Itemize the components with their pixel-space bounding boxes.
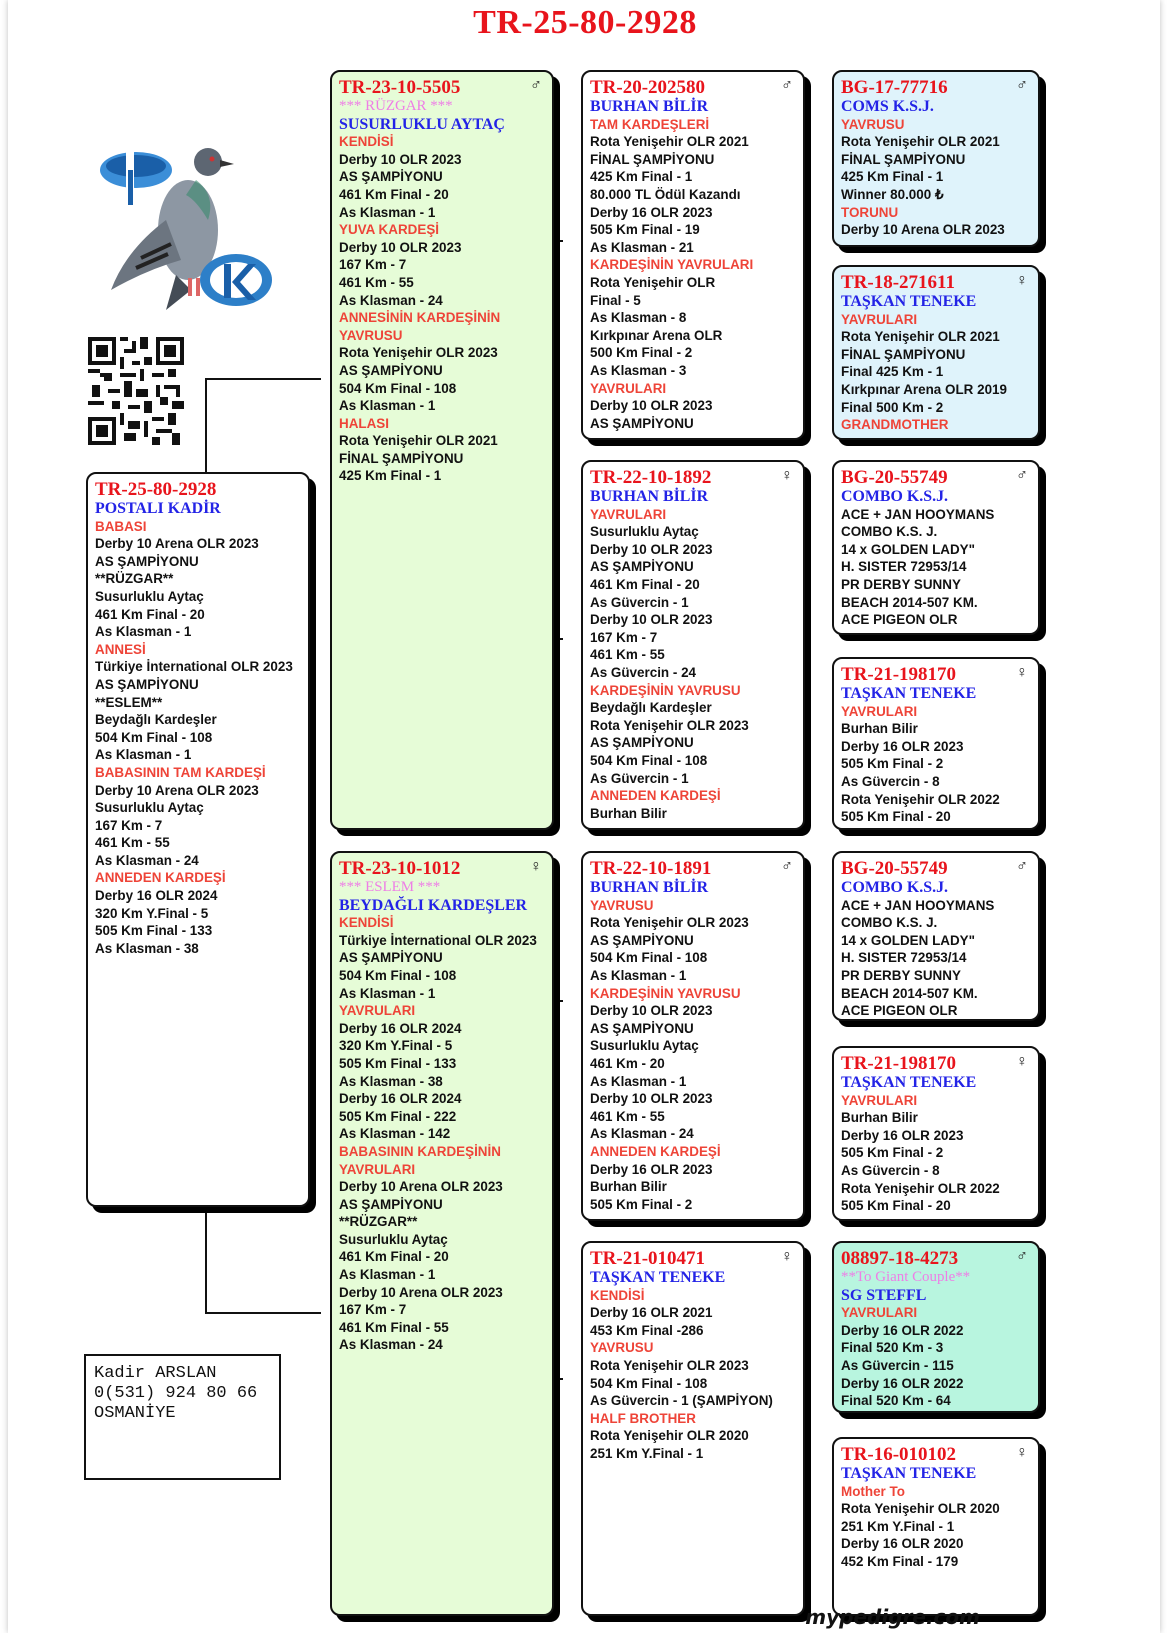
card-text-line: Rota Yenişehir OLR (590, 274, 716, 290)
card-text-line: ACE + JAN HOOYMANS (841, 897, 995, 913)
card-text-line: FİNAL ŞAMPİYONU (841, 346, 966, 362)
card-label-line: ANNEDEN KARDEŞİ (95, 870, 226, 886)
male-symbol-icon: ♂ (1016, 858, 1028, 875)
card-text-line: 452 Km Final - 179 (841, 1553, 959, 1569)
card-text-line: Derby 10 Arena OLR 2023 (339, 1284, 503, 1300)
female-symbol-icon: ♀ (1016, 1444, 1028, 1461)
connector-line (205, 1312, 321, 1314)
ring-number: BG-20-55749 (841, 467, 948, 488)
card-text-line: AS ŞAMPİYONU (95, 553, 199, 569)
card-text-line: COMBO K.S. J. (841, 915, 938, 931)
card-label-line: KENDİSİ (339, 134, 394, 150)
card-name-line: TAŞKAN TENEKE (841, 685, 977, 702)
card-text-line: 461 Km - 55 (590, 647, 665, 663)
card-text-line: Derby 10 OLR 2023 (590, 541, 713, 557)
card-text-line: 14 x GOLDEN LADY" (841, 541, 976, 557)
card-text-line: 505 Km Final - 19 (590, 222, 700, 238)
card-text-line: AS ŞAMPİYONU (590, 415, 694, 431)
card-text-line: 461 Km Final - 55 (339, 1319, 449, 1335)
ring-number: TR-22-10-1891 (590, 858, 712, 879)
connector-line (205, 378, 207, 472)
card-text-line: Rota Yenişehir OLR 2023 (590, 717, 749, 733)
card-text-line: ACE PIGEON OLR (841, 612, 958, 628)
card-label-line: ANNESİNİN KARDEŞİNİN (339, 310, 501, 326)
card-text-line: Derby 16 OLR 2023 (841, 738, 964, 754)
card-label-line: YUVA KARDEŞİ (339, 222, 440, 238)
card-text-line: Derby 16 OLR 2024 (339, 1091, 462, 1107)
card-text-line: Final 520 Km - 64 (841, 1393, 951, 1409)
card-name-line: TAŞKAN TENEKE (841, 1074, 977, 1091)
pedigree-card-dds (832, 1241, 1040, 1413)
pedigree-card-dsd (832, 1046, 1040, 1221)
card-text-line: H. SISTER 72953/14 (841, 559, 967, 575)
card-name-line: POSTALI KADİR (95, 500, 221, 517)
card-text-line: 14 x GOLDEN LADY" (841, 932, 976, 948)
female-symbol-icon: ♀ (781, 467, 793, 484)
male-symbol-icon: ♂ (1016, 467, 1028, 484)
card-label-line: ANNEDEN KARDEŞİ (590, 1143, 721, 1159)
card-text-line: PR DERBY SUNNY (841, 967, 961, 983)
card-label-line: YAVRUSU (590, 897, 654, 913)
card-text-line: As Klasman - 24 (590, 1126, 694, 1142)
card-text-line: Derby 16 OLR 2024 (339, 1020, 462, 1036)
ring-number: TR-21-198170 (841, 1053, 957, 1074)
card-label-line: GRANDMOTHER (841, 417, 949, 433)
card-text-line: Susurluklu Aytaç (590, 1038, 699, 1054)
card-text-line: COMBO K.S. J. (841, 524, 938, 540)
card-label-line: BABASININ TAM KARDEŞİ (95, 764, 266, 780)
card-text-line: 461 Km - 55 (95, 835, 170, 851)
card-text-line: 461 Km - 55 (339, 274, 414, 290)
card-text-line: Derby 10 Arena OLR 2023 (95, 782, 259, 798)
card-text-line: Final 500 Km - 2 (841, 399, 944, 415)
card-text-line: 500 Km Final - 2 (590, 345, 693, 361)
card-text-line: Kırkpınar Arena OLR (590, 327, 723, 343)
card-text-line: Derby 16 OLR 2023 (590, 204, 713, 220)
male-symbol-icon: ♂ (781, 858, 793, 875)
card-label-line: ANNESİ (95, 641, 146, 657)
card-text-line: As Güvercin - 1 (590, 594, 689, 610)
card-text-line: 251 Km Y.Final - 1 (841, 1518, 955, 1534)
female-symbol-icon: ♀ (1016, 272, 1028, 289)
pedigree-card-sss (832, 70, 1040, 247)
card-text-line: Winner 80.000 ₺ (841, 186, 944, 202)
card-text-line: 504 Km Final - 108 (590, 752, 708, 768)
card-label-line: KARDEŞİNİN YAVRUSU (590, 682, 741, 698)
card-text-line: As Klasman - 1 (339, 985, 436, 1001)
pedigree-card-ssd (832, 265, 1040, 440)
card-text-line: 505 Km Final - 133 (339, 1055, 457, 1071)
card-label-line: YAVRULARI (841, 1092, 918, 1108)
card-text-line: 504 Km Final - 108 (95, 729, 213, 745)
male-symbol-icon: ♂ (781, 77, 793, 94)
card-text-line: **RÜZGAR** (95, 571, 174, 587)
card-text-line: AS ŞAMPİYONU (590, 1020, 694, 1036)
card-text-line: H. SISTER 72953/14 (841, 950, 967, 966)
card-text-line: Final 425 Km - 1 (841, 364, 944, 380)
card-text-line: Derby 16 OLR 2022 (841, 1322, 964, 1338)
pedigree-card-sire-dam (581, 460, 805, 830)
card-text-line: Beydağlı Kardeşler (590, 700, 712, 716)
card-text-line: 504 Km Final - 108 (590, 1375, 708, 1391)
card-label-line: YAVRUSU (339, 327, 403, 343)
card-text-line: As Klasman - 1 (339, 204, 436, 220)
pedigree-card-ddd (832, 1437, 1040, 1616)
card-text-line: As Klasman - 24 (339, 292, 443, 308)
card-text-line: Rota Yenişehir OLR 2022 (841, 791, 1000, 807)
card-text-line: 251 Km Y.Final - 1 (590, 1445, 704, 1461)
card-text-line: As Güvercin - 1 (ŞAMPİYON) (590, 1393, 773, 1409)
card-text-line: 461 Km Final - 20 (339, 1249, 449, 1265)
card-text-line: **RÜZGAR** (339, 1214, 418, 1230)
pedigree-card-dam (330, 851, 554, 1616)
card-text-line: Susurluklu Aytaç (95, 588, 204, 604)
card-text-line: 453 Km Final -286 (590, 1322, 704, 1338)
card-name-line: BEYDAĞLI KARDEŞLER (339, 896, 527, 914)
card-name-line: SUSURLUKLU AYTAÇ (339, 115, 505, 133)
card-text-line: Rota Yenişehir OLR 2021 (339, 433, 498, 449)
card-text-line: FİNAL ŞAMPİYONU (590, 151, 715, 167)
card-text-line: As Klasman - 8 (590, 310, 687, 326)
card-text-line: ACE + JAN HOOYMANS (841, 506, 995, 522)
ring-number: TR-23-10-1012 (339, 858, 461, 879)
card-text-line: 167 Km - 7 (590, 629, 658, 645)
pedigree-card-dam-dam (581, 1241, 805, 1616)
card-text-line: Burhan Bilir (590, 1179, 667, 1195)
card-text-line: Final - 5 (590, 292, 641, 308)
card-text-line: Derby 10 OLR 2023 (590, 1091, 713, 1107)
card-text-line: 461 Km Final - 20 (339, 186, 449, 202)
card-name-line: BURHAN BİLİR (590, 879, 709, 896)
card-text-line: As Klasman - 142 (339, 1126, 451, 1142)
card-text-line: 505 Km Final - 133 (95, 923, 213, 939)
card-label-line: BABASI (95, 518, 147, 534)
card-text-line: AS ŞAMPİYONU (339, 169, 443, 185)
card-text-line: Burhan Bilir (841, 1110, 918, 1126)
card-text-line: FİNAL ŞAMPİYONU (841, 151, 966, 167)
ring-number: TR-23-10-5505 (339, 77, 461, 98)
female-symbol-icon: ♀ (1016, 664, 1028, 681)
card-text-line: 505 Km Final - 20 (841, 1198, 951, 1214)
card-text-line: As Klasman - 1 (339, 398, 436, 414)
card-label-line: YAVRULARI (841, 1305, 918, 1321)
card-text-line: Beydağlı Kardeşler (95, 712, 217, 728)
card-name-line: COMBO K.S.J. (841, 879, 949, 896)
card-nick-line: **To Giant Couple** (841, 1269, 971, 1285)
card-label-line: KARDEŞİNİN YAVRUSU (590, 985, 741, 1001)
card-text-line: 505 Km Final - 20 (841, 809, 951, 825)
card-text-line: As Güvercin - 8 (841, 1162, 940, 1178)
card-label-line: YAVRULARI (590, 506, 667, 522)
ring-number: BG-17-77716 (841, 77, 948, 98)
connector-line (205, 378, 321, 380)
card-text-line: Rota Yenişehir OLR 2020 (841, 1501, 1000, 1517)
card-text-line: 425 Km Final - 1 (841, 169, 944, 185)
pedigree-card-sire (330, 70, 554, 830)
card-text-line: PR DERBY SUNNY (841, 576, 961, 592)
owner-name: Kadir ARSLAN (94, 1364, 217, 1383)
card-text-line: Rota Yenişehir OLR 2023 (590, 915, 749, 931)
card-text-line: Derby 10 OLR 2023 (590, 398, 713, 414)
card-text-line: 461 Km - 20 (590, 1055, 665, 1071)
card-name-line: COMS K.S.J. (841, 98, 934, 115)
card-label-line: HALF BROTHER (590, 1410, 696, 1426)
ring-number: TR-16-010102 (841, 1444, 957, 1465)
page-title: TR-25-80-2928 (473, 4, 697, 41)
pedigree-card-sds (832, 460, 1040, 635)
card-label-line: YAVRULARI (590, 380, 667, 396)
female-symbol-icon: ♀ (530, 858, 542, 875)
card-text-line: 461 Km Final - 20 (95, 606, 205, 622)
ring-number: TR-25-80-2928 (95, 479, 217, 500)
card-text-line: 505 Km Final - 222 (339, 1108, 457, 1124)
card-text-line: Kırkpınar Arena OLR 2019 (841, 381, 1007, 397)
qr-code-icon (88, 337, 184, 445)
card-text-line: As Güvercin - 1 (590, 770, 689, 786)
card-text-line: Derby 16 OLR 2024 (95, 888, 218, 904)
card-text-line: Derby 16 OLR 2023 (841, 1127, 964, 1143)
card-text-line: 167 Km - 7 (339, 257, 407, 273)
card-text-line: Susurluklu Aytaç (95, 800, 204, 816)
card-name-line: SG STEFFL (841, 1286, 927, 1304)
card-text-line: As Klasman - 21 (590, 239, 694, 255)
card-text-line: Burhan Bilir (590, 805, 667, 821)
pedigree-card-sdd (832, 657, 1040, 830)
card-name-line: TAŞKAN TENEKE (590, 1269, 726, 1286)
ring-number: TR-21-198170 (841, 664, 957, 685)
card-label-line: YAVRULARI (339, 1161, 416, 1177)
card-text-line: As Klasman - 24 (339, 1337, 443, 1353)
owner-city: OSMANİYE (94, 1404, 176, 1423)
card-text-line: **ESLEM** (95, 694, 163, 710)
card-text-line: 167 Km - 7 (339, 1302, 407, 1318)
card-text-line: 167 Km - 7 (95, 817, 163, 833)
card-text-line: Derby 16 OLR 2023 (590, 1161, 713, 1177)
card-text-line: Derby 10 OLR 2023 (339, 151, 462, 167)
card-label-line: KARDEŞİNİN YAVRULARI (590, 257, 754, 273)
card-label-line: YAVRUSU (590, 1340, 654, 1356)
card-label-line: ANNEDEN KARDEŞİ (590, 788, 721, 804)
card-text-line: As Klasman - 1 (590, 1073, 687, 1089)
card-text-line: 504 Km Final - 108 (339, 380, 457, 396)
card-name-line: BURHAN BİLİR (590, 488, 709, 505)
card-text-line: Susurluklu Aytaç (590, 524, 699, 540)
card-text-line: 80.000 TL Ödül Kazandı (590, 186, 741, 202)
card-text-line: 461 Km - 55 (590, 1108, 665, 1124)
pigeon-logo-icon (96, 140, 276, 320)
card-label-line: YAVRULARI (841, 311, 918, 327)
card-text-line: AS ŞAMPİYONU (590, 559, 694, 575)
owner-info-box (84, 1354, 281, 1480)
card-name-line: TAŞKAN TENEKE (841, 1465, 977, 1482)
card-text-line: Susurluklu Aytaç (339, 1231, 448, 1247)
card-text-line: Final 520 Km - 3 (841, 1340, 944, 1356)
card-label-line: HALASI (339, 415, 389, 431)
card-text-line: AS ŞAMPİYONU (339, 1196, 443, 1212)
card-text-line: Derby 16 OLR 2021 (590, 1305, 713, 1321)
card-text-line: Derby 10 Arena OLR 2023 (95, 536, 259, 552)
female-symbol-icon: ♀ (781, 1248, 793, 1265)
card-text-line: AS ŞAMPİYONU (339, 950, 443, 966)
card-text-line: Rota Yenişehir OLR 2020 (590, 1428, 749, 1444)
card-text-line: Türkiye İnternational OLR 2023 (339, 932, 537, 948)
card-text-line: 425 Km Final - 1 (339, 468, 442, 484)
card-text-line: As Güvercin - 24 (590, 664, 697, 680)
card-text-line: As Klasman - 3 (590, 362, 687, 378)
card-text-line: As Klasman - 24 (95, 852, 199, 868)
card-text-line: AS ŞAMPİYONU (590, 735, 694, 751)
card-text-line: As Klasman - 38 (339, 1073, 443, 1089)
card-nick-line: *** ESLEM *** (339, 879, 441, 895)
card-label-line: KENDİSİ (339, 915, 394, 931)
card-text-line: As Güvercin - 8 (841, 773, 940, 789)
card-text-line: 505 Km Final - 2 (590, 1196, 693, 1212)
card-name-line: COMBO K.S.J. (841, 488, 949, 505)
card-text-line: 504 Km Final - 108 (339, 967, 457, 983)
pedigree-card-dss (832, 851, 1040, 1021)
card-label-line: YAVRUSU (841, 116, 905, 132)
card-label-line: Mother To (841, 1483, 905, 1499)
card-text-line: FİNAL ŞAMPİYONU (339, 450, 464, 466)
card-label-line: TAM KARDEŞLERİ (590, 116, 710, 132)
card-text-line: Rota Yenişehir OLR 2021 (590, 134, 749, 150)
card-text-line: 504 Km Final - 108 (590, 950, 708, 966)
card-text-line: Derby 10 OLR 2023 (590, 1003, 713, 1019)
card-text-line: 461 Km Final - 20 (590, 576, 700, 592)
card-text-line: Rota Yenişehir OLR 2022 (841, 1180, 1000, 1196)
card-text-line: Derby 16 OLR 2022 (841, 1375, 964, 1391)
ring-number: TR-20-202580 (590, 77, 706, 98)
card-text-line: ACE PIGEON OLR (841, 1003, 958, 1019)
pedigree-card-subject (86, 472, 310, 1207)
ring-number: TR-18-271611 (841, 272, 955, 293)
card-text-line: Rota Yenişehir OLR 2023 (339, 345, 498, 361)
card-label-line: BABASININ KARDEŞİNİN (339, 1143, 501, 1159)
card-text-line: As Klasman - 38 (95, 940, 199, 956)
card-label-line: KENDİSİ (590, 1287, 645, 1303)
card-text-line: Derby 10 Arena OLR 2023 (339, 1179, 503, 1195)
card-text-line: Derby 10 OLR 2023 (590, 612, 713, 628)
male-symbol-icon: ♂ (1016, 77, 1028, 94)
card-text-line: As Klasman - 1 (95, 624, 192, 640)
card-text-line: As Güvercin - 115 (841, 1357, 954, 1373)
male-symbol-icon: ♂ (1016, 1248, 1028, 1265)
card-text-line: BEACH 2014-507 KM. (841, 594, 978, 610)
male-symbol-icon: ♂ (530, 77, 542, 94)
card-text-line: Rota Yenişehir OLR 2021 (841, 134, 1000, 150)
card-text-line: BEACH 2014-507 KM. (841, 985, 978, 1001)
card-name-line: TAŞKAN TENEKE (841, 293, 977, 310)
card-label-line: TORUNU (841, 204, 899, 220)
card-text-line: 425 Km Final - 1 (590, 169, 693, 185)
card-text-line: Rota Yenişehir OLR 2023 (590, 1357, 749, 1373)
card-text-line: As Klasman - 1 (339, 1267, 436, 1283)
card-text-line: AS ŞAMPİYONU (590, 932, 694, 948)
card-text-line: Türkiye İnternational OLR 2023 (95, 659, 293, 675)
ring-number: BG-20-55749 (841, 858, 948, 879)
female-symbol-icon: ♀ (1016, 1053, 1028, 1070)
card-text-line: As Klasman - 1 (95, 747, 192, 763)
card-text-line: 505 Km Final - 2 (841, 756, 944, 772)
card-name-line: BURHAN BİLİR (590, 98, 709, 115)
pedigree-card-dam-sire (581, 851, 805, 1221)
card-text-line: Derby 10 OLR 2023 (339, 239, 462, 255)
card-text-line: Rota Yenişehir OLR 2021 (841, 329, 1000, 345)
card-text-line: Burhan Bilir (841, 721, 918, 737)
card-text-line: 320 Km Y.Final - 5 (95, 905, 209, 921)
owner-phone: 0(531) 924 80 66 (94, 1384, 258, 1403)
card-text-line: AS ŞAMPİYONU (95, 676, 199, 692)
card-text-line: As Klasman - 1 (590, 967, 687, 983)
card-text-line: Derby 16 OLR 2020 (841, 1536, 964, 1552)
card-text-line: 505 Km Final - 2 (841, 1145, 944, 1161)
card-label-line: YAVRULARI (339, 1003, 416, 1019)
card-label-line: YAVRULARI (841, 703, 918, 719)
footer-brand: mypedigre.com (805, 1605, 980, 1629)
card-text-line: Derby 10 Arena OLR 2023 (841, 222, 1005, 238)
card-text-line: AS ŞAMPİYONU (339, 362, 443, 378)
card-nick-line: *** RÜZGAR *** (339, 98, 453, 114)
ring-number: TR-21-010471 (590, 1248, 706, 1269)
card-text-line: 320 Km Y.Final - 5 (339, 1038, 453, 1054)
ring-number: 08897-18-4273 (841, 1248, 959, 1269)
pedigree-card-sire-sire (581, 70, 805, 440)
ring-number: TR-22-10-1892 (590, 467, 712, 488)
